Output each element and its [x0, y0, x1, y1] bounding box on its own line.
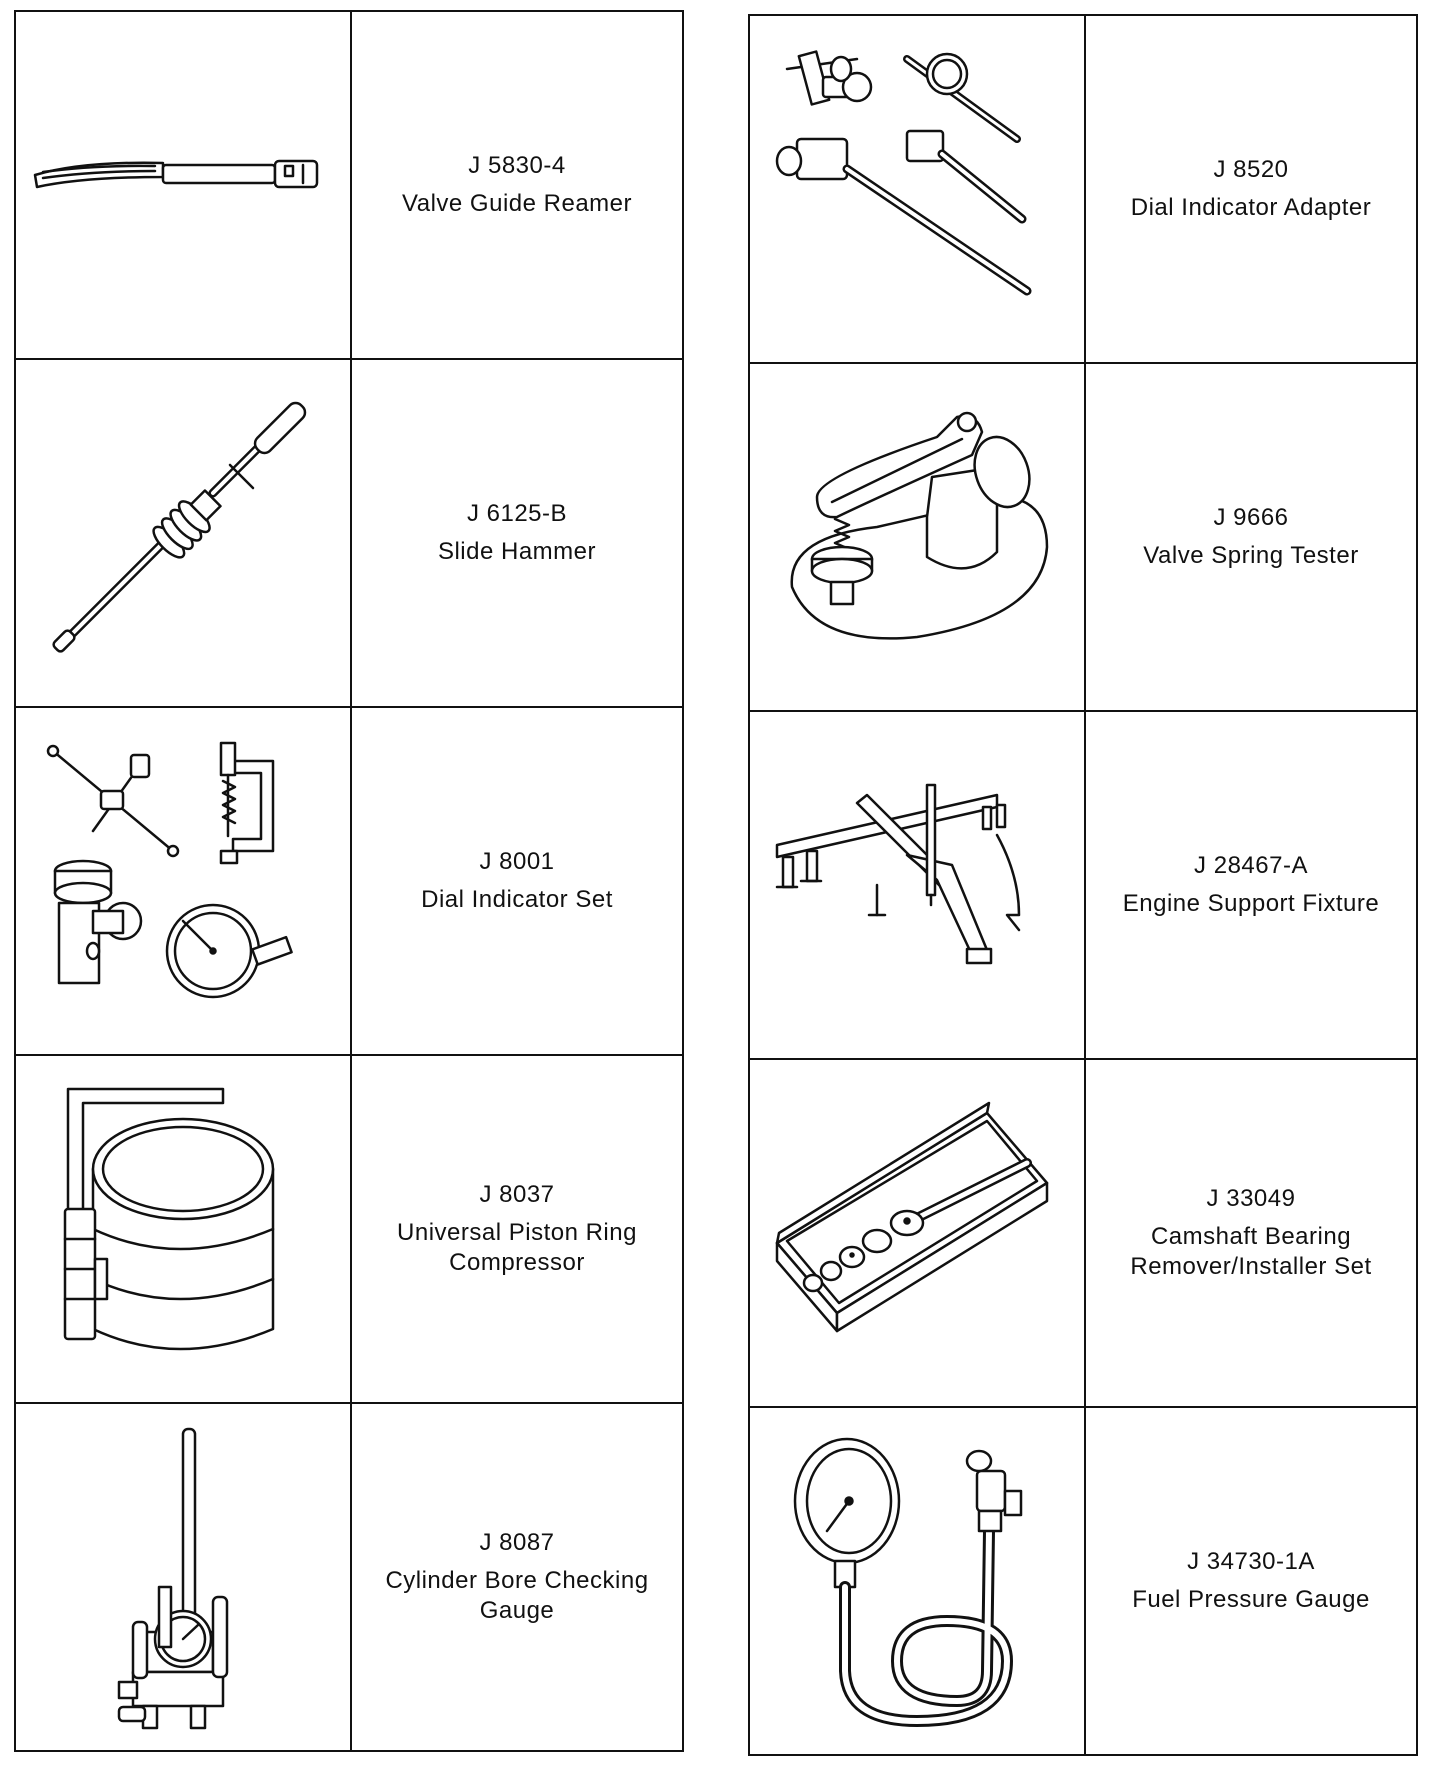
tool-row — [749, 15, 1417, 363]
tool-row — [15, 359, 683, 707]
tool-number: J 8037 — [479, 1181, 555, 1208]
tool-illustration-cell — [749, 1059, 1085, 1407]
tool-name: Fuel Pressure Gauge — [1132, 1586, 1370, 1613]
tool-name: Universal Piston Ring Compressor — [397, 1219, 637, 1276]
tool-number: J 8087 — [479, 1529, 555, 1556]
engine-support-fixture-icon — [757, 725, 1077, 1045]
tool-name: Dial Indicator Set — [421, 886, 613, 913]
valve-guide-reamer-icon — [23, 25, 343, 345]
tool-name: Cylinder Bore Checking Gauge — [385, 1567, 649, 1624]
piston-ring-compressor-icon — [23, 1069, 343, 1389]
tool-illustration-cell — [749, 1407, 1085, 1755]
tool-row — [15, 11, 683, 359]
tool-illustration-cell — [15, 707, 351, 1055]
tool-illustration-cell — [749, 711, 1085, 1059]
tool-row — [749, 1059, 1417, 1407]
tool-name: Camshaft Bearing Remover/Installer Set — [1130, 1223, 1372, 1280]
tool-text-cell — [1085, 363, 1417, 711]
valve-spring-tester-icon — [757, 377, 1077, 697]
camshaft-bearing-set-icon — [757, 1073, 1077, 1393]
tool-row — [15, 707, 683, 1055]
tool-text-cell — [1085, 15, 1417, 363]
tool-text-cell — [351, 1403, 683, 1751]
tool-text-cell — [1085, 1407, 1417, 1755]
tool-row — [15, 1055, 683, 1403]
tool-number: J 6125-B — [466, 500, 568, 527]
special-tools-table-right — [748, 14, 1418, 1756]
tool-name: Slide Hammer — [437, 538, 597, 565]
cylinder-bore-gauge-icon — [23, 1417, 343, 1737]
special-tools-table-left — [14, 10, 684, 1752]
tool-name: Valve Spring Tester — [1143, 542, 1359, 569]
tool-row — [749, 363, 1417, 711]
tool-row — [749, 1407, 1417, 1755]
tool-number: J 28467-A — [1194, 852, 1308, 879]
tool-number: J 5830-4 — [468, 152, 566, 179]
tool-number: J 33049 — [1206, 1185, 1296, 1212]
tool-illustration-cell — [15, 11, 351, 359]
tool-number: J 8001 — [479, 848, 555, 875]
tool-text-cell — [351, 359, 683, 707]
tool-text-cell — [351, 11, 683, 359]
tool-text-cell — [351, 707, 683, 1055]
fuel-pressure-gauge-icon — [757, 1421, 1077, 1741]
tool-illustration-cell — [749, 363, 1085, 711]
tool-name: Valve Guide Reamer — [402, 190, 632, 217]
tool-number: J 34730-1A — [1187, 1548, 1315, 1575]
tool-illustration-cell — [749, 15, 1085, 363]
tool-row — [749, 711, 1417, 1059]
tool-text-cell — [1085, 1059, 1417, 1407]
slide-hammer-icon — [23, 373, 343, 693]
tool-number: J 8520 — [1213, 156, 1289, 183]
tool-illustration-cell — [15, 359, 351, 707]
tool-illustration-cell — [15, 1403, 351, 1751]
dial-indicator-set-icon — [23, 721, 343, 1041]
tool-name: Engine Support Fixture — [1122, 890, 1380, 917]
tool-name: Dial Indicator Adapter — [1130, 194, 1372, 221]
tool-number: J 9666 — [1213, 504, 1289, 531]
dial-indicator-adapter-icon — [757, 29, 1077, 349]
tool-illustration-cell — [15, 1055, 351, 1403]
tool-text-cell — [351, 1055, 683, 1403]
tool-text-cell — [1085, 711, 1417, 1059]
tool-row — [15, 1403, 683, 1751]
